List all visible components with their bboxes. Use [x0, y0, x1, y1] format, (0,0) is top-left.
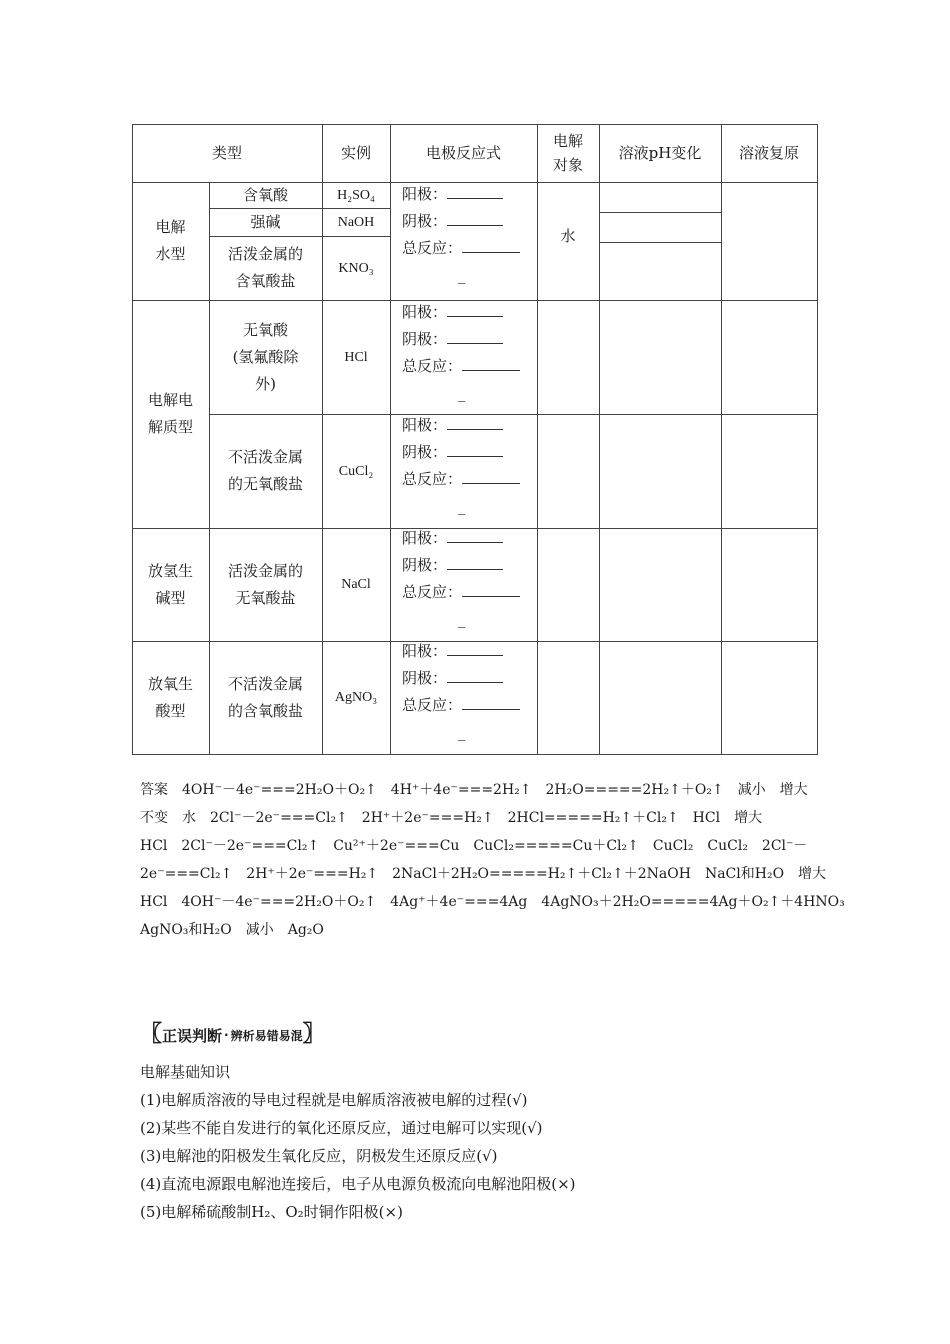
answer-line: 答案 4OH⁻－4e⁻===2H₂O＋O₂↑ 4H⁺＋4e⁻===2H₂↑ 2H₂O=====2H₂↑＋O₂↑ 减小 增大	[140, 782, 808, 798]
subtype-line: 无氧酸盐	[235, 588, 296, 607]
example-h2so4: H₂SO₄	[337, 187, 375, 203]
reaction-blanks-water	[402, 181, 532, 289]
header-object-line: 电解	[552, 132, 583, 150]
type-label-line: 酸型	[155, 701, 186, 720]
anode-label: 阳极：	[402, 303, 448, 321]
type-label-line: 解质型	[147, 418, 193, 436]
anode-blank	[447, 641, 503, 656]
cathode-label: 阴极：	[402, 212, 448, 230]
cathode-blank	[447, 211, 503, 226]
header-electrolysis-object	[537, 124, 599, 182]
section-title	[140, 1024, 325, 1046]
answer-line: 不变 水 2Cl⁻－2e⁻===Cl₂↑ 2H⁺＋2e⁻===H₂↑ 2HCl=====H₂↑＋Cl₂↑ HCl 增大	[140, 810, 763, 826]
judgement-item: (1)电解质溶液的导电过程就是电解质溶液被电解的过程(√)	[140, 1091, 528, 1109]
type-label-line: 水型	[155, 245, 186, 263]
anode-label: 阳极：	[402, 185, 448, 203]
total-reaction-blank	[462, 582, 520, 597]
cathode-blank	[447, 329, 503, 344]
blank-continuation: _	[458, 610, 466, 628]
anode-blank	[447, 184, 503, 199]
example-agno3: AgNO₃	[334, 690, 378, 705]
total-reaction-blank	[462, 238, 520, 253]
subtype-line: (氢氟酸除	[232, 347, 299, 366]
type-electrolyze-water	[132, 182, 209, 300]
anode-blank	[447, 528, 503, 543]
subtype-strong-base: 强碱	[250, 212, 281, 231]
total-reaction-label: 总反应：	[402, 470, 463, 488]
blank-continuation: _	[458, 384, 466, 402]
anode-label: 阳极：	[402, 529, 448, 547]
subtype-inactive-metal-oxygen-free-salt	[209, 414, 322, 528]
type-label-line: 电解电	[147, 391, 193, 409]
ph-subcell-divider	[599, 242, 721, 243]
type-label-line: 碱型	[155, 588, 186, 607]
total-reaction-label: 总反应：	[402, 583, 463, 601]
answer-block	[140, 776, 845, 944]
section-title-main: 正误判断	[162, 1026, 223, 1045]
answer-line: HCl 4OH⁻－4e⁻===2H₂O＋O₂↑ 4Ag⁺＋4e⁻===4Ag 4AgNO₃＋2H₂O=====4Ag＋O₂↑＋4HNO₃	[140, 894, 845, 910]
blank-continuation: _	[458, 723, 466, 741]
section-heading: 电解基础知识	[140, 1063, 231, 1081]
cathode-label: 阴极：	[402, 330, 448, 348]
column-divider	[537, 124, 538, 755]
table-border-right	[817, 124, 818, 755]
anode-label: 阳极：	[402, 416, 448, 434]
type-electrolyze-electrolyte	[132, 300, 209, 528]
judgement-item: (4)直流电源跟电解池连接后，电子从电源负极流向电解池阳极(×)	[140, 1175, 576, 1193]
answer-line: AgNO₃和H₂O 减小 Ag₂O	[140, 922, 324, 938]
answer-line: 2e⁻===Cl₂↑ 2H⁺＋2e⁻===H₂↑ 2NaCl＋2H₂O=====H₂↑＋Cl₂↑＋2NaOH NaCl和H₂O 增大	[140, 866, 827, 882]
subtype-line: 的含氧酸盐	[227, 701, 303, 720]
bracket-close: 〗	[302, 1022, 325, 1047]
table-border-bottom	[132, 754, 818, 755]
subtype-oxygen-free-acid	[209, 300, 322, 414]
judgement-item: (5)电解稀硫酸制H₂、O₂时铜作阳极(×)	[140, 1203, 403, 1221]
anode-blank	[447, 415, 503, 430]
type-release-o2-form-acid	[132, 641, 209, 754]
subtype-oxyacid: 含氧酸	[242, 185, 288, 204]
answer-line: HCl 2Cl⁻－2e⁻===Cl₂↑ Cu²⁺＋2e⁻===Cu CuCl₂=====Cu＋Cl₂↑ CuCl₂ CuCl₂ 2Cl⁻－	[140, 838, 808, 854]
example-nacl: NaCl	[341, 577, 371, 592]
cathode-blank	[447, 442, 503, 457]
object-water: 水	[560, 226, 576, 245]
total-reaction-label: 总反应：	[402, 696, 463, 714]
reaction-blanks-cucl2	[402, 412, 532, 520]
type-label-line: 电解	[155, 218, 186, 236]
type-label-line: 放氧生	[147, 674, 193, 693]
subtype-line: 不活泼金属	[227, 448, 303, 466]
column-divider	[599, 124, 600, 755]
ph-subcell-divider	[599, 212, 721, 213]
subtype-line: 含氧酸盐	[235, 272, 296, 290]
judgement-item: (3)电解池的阳极发生氧化反应，阴极发生还原反应(√)	[140, 1147, 498, 1165]
type-label-line: 放氢生	[147, 561, 193, 580]
subtype-line: 无氧酸	[242, 320, 288, 339]
blank-continuation: _	[458, 266, 466, 284]
subtype-inactive-metal-oxysalt	[209, 641, 322, 754]
total-reaction-blank	[462, 356, 520, 371]
subtype-active-metal-oxysalt	[209, 236, 322, 300]
anode-label: 阳极：	[402, 642, 448, 660]
bracket-open: 〖	[140, 1022, 163, 1047]
subtype-line: 不活泼金属	[227, 674, 303, 693]
header-example: 实例	[340, 143, 371, 162]
header-type: 类型	[211, 143, 242, 162]
blank-continuation: _	[458, 497, 466, 515]
cathode-blank	[447, 668, 503, 683]
header-ph-change: 溶液pH变化	[618, 143, 702, 162]
header-object-line: 对象	[552, 156, 583, 174]
header-electrode-reaction: 电极反应式	[425, 143, 501, 162]
subtype-line: 外)	[255, 374, 276, 393]
total-reaction-label: 总反应：	[402, 357, 463, 375]
column-divider	[390, 124, 391, 755]
example-cucl2: CuCl₂	[338, 463, 374, 479]
header-restore: 溶液复原	[738, 143, 799, 162]
cathode-blank	[447, 555, 503, 570]
section-title-separator: ·	[224, 1028, 229, 1042]
subtype-line: 的无氧酸盐	[227, 475, 303, 493]
total-reaction-blank	[462, 469, 520, 484]
total-reaction-blank	[462, 695, 520, 710]
total-reaction-label: 总反应：	[402, 239, 463, 257]
cathode-label: 阴极：	[402, 556, 448, 574]
column-divider	[721, 124, 722, 755]
example-hcl: HCl	[344, 349, 368, 365]
reaction-blanks-agno3	[402, 638, 532, 746]
reaction-blanks-hcl	[402, 299, 532, 407]
reaction-blanks-nacl	[402, 525, 532, 633]
section-title-sub: 辨析易错易混	[230, 1028, 303, 1043]
type-release-h2-form-base	[132, 528, 209, 641]
anode-blank	[447, 302, 503, 317]
cathode-label: 阴极：	[402, 669, 448, 687]
example-naoh: NaOH	[337, 214, 375, 230]
judgement-list	[140, 1058, 576, 1226]
subtype-active-metal-oxygen-free-salt	[209, 528, 322, 641]
subtype-line: 活泼金属的	[227, 245, 303, 263]
cathode-label: 阴极：	[402, 443, 448, 461]
example-kno3: KNO₃	[338, 260, 374, 276]
subtype-line: 活泼金属的	[227, 561, 303, 580]
judgement-item: (2)某些不能自发进行的氧化还原反应，通过电解可以实现(√)	[140, 1119, 543, 1137]
